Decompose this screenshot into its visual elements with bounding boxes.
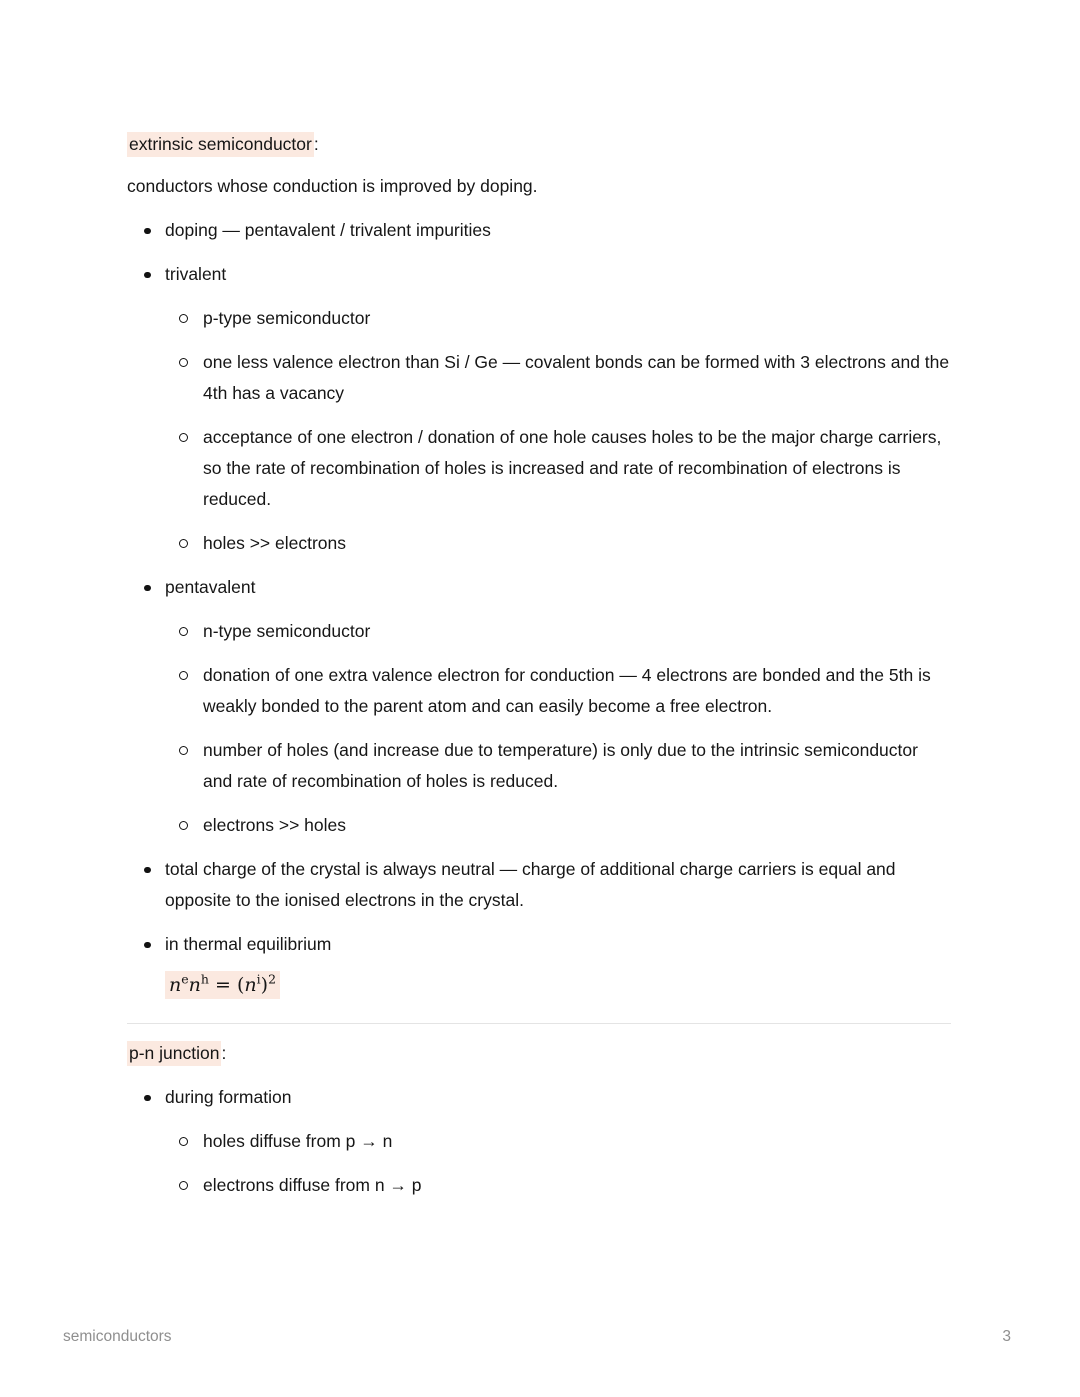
sub-list — [165, 616, 951, 841]
sub-list-item — [165, 303, 951, 334]
equation-equals: = ( — [208, 974, 245, 996]
sub-list-item — [165, 422, 951, 515]
bullet-list — [127, 1082, 951, 1201]
footer-title: semiconductors — [63, 1328, 172, 1345]
list-item-text: during formation — [165, 1087, 292, 1107]
sub-item-text: p-type semiconductor — [203, 308, 371, 328]
bullet-marker — [144, 272, 151, 279]
bullet-marker — [144, 867, 151, 874]
circle-marker — [179, 821, 188, 830]
page-footer — [63, 1328, 1011, 1346]
bullet-marker — [144, 585, 151, 592]
highlighted-heading-text: p-n junction — [127, 1041, 221, 1066]
sub-item-text: number of holes (and increase due to temperature) is only due to the intrinsic semiconductor and rate of recombination of holes is reduced. — [203, 740, 918, 791]
bullet-list — [127, 215, 951, 1001]
section-heading-extrinsic — [127, 129, 951, 160]
sub-list-item — [165, 616, 951, 647]
sub-item-text: one less valence electron than Si / Ge — covalent bonds can be formed with 3 electrons and the 4th has a vacancy — [203, 352, 950, 403]
sub-item-text: n-type semiconductor — [203, 621, 371, 641]
bullet-marker — [144, 228, 151, 235]
circle-marker — [179, 627, 188, 636]
list-item — [127, 259, 951, 559]
equation-superscript: 2 — [268, 971, 277, 987]
sub-item-text: holes >> electrons — [203, 533, 347, 553]
equation-block — [165, 970, 951, 1001]
sub-list-item — [165, 1126, 951, 1157]
circle-marker — [179, 1137, 188, 1146]
list-item — [127, 854, 951, 916]
sub-list-item — [165, 810, 951, 841]
section-divider — [127, 1023, 951, 1024]
equation-term: n — [169, 974, 182, 996]
circle-marker — [179, 539, 188, 548]
intro-paragraph: conductors whose conduction is improved by doping. — [127, 176, 538, 196]
bullet-marker — [144, 942, 151, 949]
section-heading-pn-junction — [127, 1038, 951, 1069]
circle-marker — [179, 671, 188, 680]
sub-item-text: donation of one extra valence electron for conduction — 4 electrons are bonded and the 5th is weakly bonded to the parent atom and can easily become a free electron. — [203, 665, 931, 716]
equation-term: n — [188, 974, 201, 996]
list-item — [127, 1082, 951, 1201]
equation — [165, 971, 280, 999]
sub-list-item — [165, 660, 951, 722]
list-item — [127, 929, 951, 1001]
circle-marker — [179, 314, 188, 323]
highlighted-heading-text: extrinsic semiconductor — [127, 132, 314, 157]
sub-list-item — [165, 347, 951, 409]
list-item — [127, 572, 951, 841]
equation-superscript: h — [200, 971, 209, 987]
sub-item-text: holes diffuse from p → n — [203, 1131, 393, 1151]
sub-list-item — [165, 735, 951, 797]
heading-colon: : — [221, 1043, 227, 1063]
circle-marker — [179, 433, 188, 442]
list-item-text: in thermal equilibrium — [165, 934, 332, 954]
circle-marker — [179, 358, 188, 367]
list-item-text: doping — pentavalent / trivalent impurities — [165, 220, 491, 240]
list-item-text: pentavalent — [165, 577, 256, 597]
page-number: 3 — [1002, 1328, 1011, 1345]
equation-paren: ) — [260, 974, 269, 996]
list-item — [127, 215, 951, 246]
circle-marker — [179, 746, 188, 755]
document-content — [127, 129, 951, 1201]
list-item-text: total charge of the crystal is always neutral — charge of additional charge carriers is equal and opposite to the ionised electrons in the crystal. — [165, 859, 896, 910]
sub-list — [165, 303, 951, 559]
equation-term: n — [244, 974, 257, 996]
sub-list — [165, 1126, 951, 1201]
sub-item-text: electrons >> holes — [203, 815, 347, 835]
bullet-marker — [144, 1095, 151, 1102]
sub-list-item — [165, 528, 951, 559]
equation-superscript: i — [256, 971, 261, 987]
equation-superscript: e — [181, 971, 189, 987]
list-item-text: trivalent — [165, 264, 227, 284]
sub-item-text: electrons diffuse from n → p — [203, 1175, 422, 1195]
circle-marker — [179, 1181, 188, 1190]
sub-item-text: acceptance of one electron / donation of one hole causes holes to be the major charge carriers, so the rate of recombination of holes is increased and rate of recombination of electrons is reduced. — [203, 427, 942, 509]
heading-colon: : — [313, 134, 319, 154]
sub-list-item — [165, 1170, 951, 1201]
